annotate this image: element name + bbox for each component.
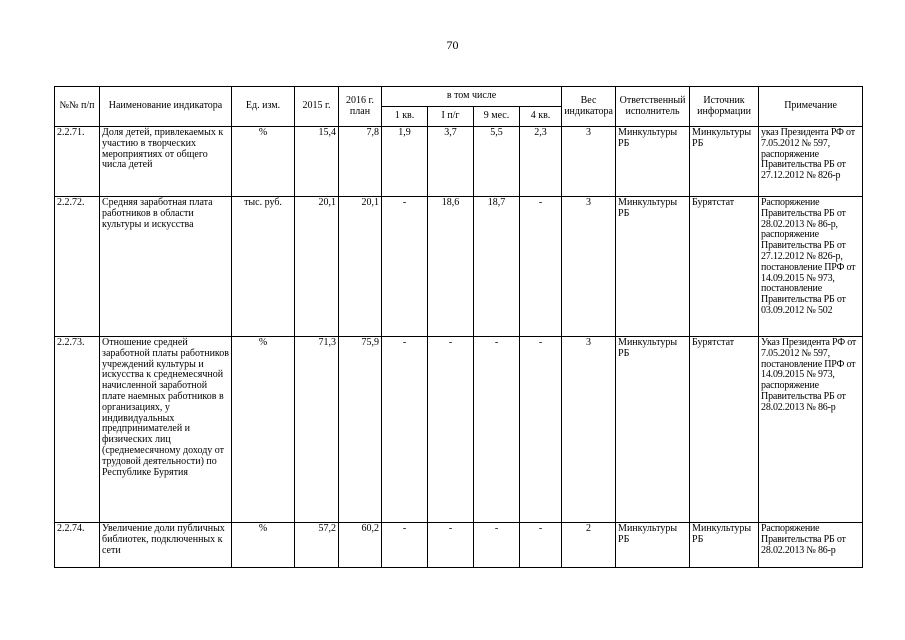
row-responsible: Минкультуры РБ [616, 337, 690, 523]
row-2015: 71,3 [295, 337, 339, 523]
row-num: 2.2.72. [55, 197, 100, 337]
header-including: в том числе [382, 87, 562, 107]
row-2016: 60,2 [339, 523, 382, 568]
table-row [55, 127, 863, 197]
row-h1: 18,6 [428, 197, 474, 337]
row-9m: - [474, 337, 520, 523]
row-q4: 2,3 [520, 127, 562, 197]
row-note: Распоряжение Правительства РБ от 28.02.2013 № 86-р [759, 523, 863, 568]
header-2016: 2016 г. план [339, 87, 382, 127]
row-q1: 1,9 [382, 127, 428, 197]
row-h1: 3,7 [428, 127, 474, 197]
row-2015: 15,4 [295, 127, 339, 197]
row-9m: 5,5 [474, 127, 520, 197]
row-source: Бурятстат [690, 197, 759, 337]
row-source: Минкультуры РБ [690, 523, 759, 568]
header-9m: 9 мес. [474, 107, 520, 127]
table-row [55, 337, 863, 523]
row-weight: 3 [562, 127, 616, 197]
header-unit: Ед. изм. [232, 87, 295, 127]
row-q4: - [520, 197, 562, 337]
row-note: Распоряжение Правительства РБ от 28.02.2013 № 86-р, распоряжение Правительства РБ от 27.12.2012 № 826-р, постановление ПРФ от 14.09.2015 № 973, постановление Правительства РБ от 03.09.2012 № 502 [759, 197, 863, 337]
row-responsible: Минкультуры РБ [616, 127, 690, 197]
row-q4: - [520, 523, 562, 568]
indicators-table [54, 86, 863, 568]
row-weight: 2 [562, 523, 616, 568]
row-source: Минкультуры РБ [690, 127, 759, 197]
table-header [55, 87, 863, 127]
row-name: Отношение средней заработной платы работников учреждений культуры и искусства к среднемесячной начисленной заработной плате наемных работников в организациях, у индивидуальных предпринимателей и физических лиц (среднемесячному доходу от трудовой деятельности) по Республике Бурятия [100, 337, 232, 523]
header-responsible: Ответственный исполнитель [616, 87, 690, 127]
row-2016: 7,8 [339, 127, 382, 197]
row-name: Увеличение доли публичных библиотек, подключенных к сети [100, 523, 232, 568]
row-2016: 20,1 [339, 197, 382, 337]
row-responsible: Минкультуры РБ [616, 197, 690, 337]
header-weight: Вес индикатора [562, 87, 616, 127]
row-unit: % [232, 127, 295, 197]
row-2016: 75,9 [339, 337, 382, 523]
row-weight: 3 [562, 337, 616, 523]
row-note: Указ Президента РФ от 7.05.2012 № 597, постановление ПРФ от 14.09.2015 № 973, распоряжение Правительства РБ от 28.02.2013 № 86-р [759, 337, 863, 523]
header-name: Наименование индикатора [100, 87, 232, 127]
header-2015: 2015 г. [295, 87, 339, 127]
row-h1: - [428, 337, 474, 523]
table-row [55, 197, 863, 337]
row-9m: - [474, 523, 520, 568]
header-num: №№ п/п [55, 87, 100, 127]
row-unit: % [232, 523, 295, 568]
row-num: 2.2.73. [55, 337, 100, 523]
row-num: 2.2.74. [55, 523, 100, 568]
header-source: Источник информации [690, 87, 759, 127]
row-weight: 3 [562, 197, 616, 337]
row-2015: 20,1 [295, 197, 339, 337]
row-2015: 57,2 [295, 523, 339, 568]
table-row [55, 523, 863, 568]
page-number: 70 [446, 38, 459, 52]
row-responsible: Минкультуры РБ [616, 523, 690, 568]
row-unit: тыс. руб. [232, 197, 295, 337]
header-q4: 4 кв. [520, 107, 562, 127]
row-h1: - [428, 523, 474, 568]
row-q1: - [382, 523, 428, 568]
row-q4: - [520, 337, 562, 523]
row-source: Бурятстат [690, 337, 759, 523]
row-9m: 18,7 [474, 197, 520, 337]
header-note: Примечание [759, 87, 863, 127]
row-unit: % [232, 337, 295, 523]
header-h1: I п/г [428, 107, 474, 127]
row-q1: - [382, 337, 428, 523]
row-q1: - [382, 197, 428, 337]
header-q1: 1 кв. [382, 107, 428, 127]
row-name: Средняя заработная плата работников в области культуры и искусства [100, 197, 232, 337]
row-name: Доля детей, привлекаемых к участию в творческих мероприятиях от общего числа детей [100, 127, 232, 197]
row-num: 2.2.71. [55, 127, 100, 197]
row-note: указ Президента РФ от 7.05.2012 № 597, распоряжение Правительства РБ от 27.12.2012 № 826-р [759, 127, 863, 197]
